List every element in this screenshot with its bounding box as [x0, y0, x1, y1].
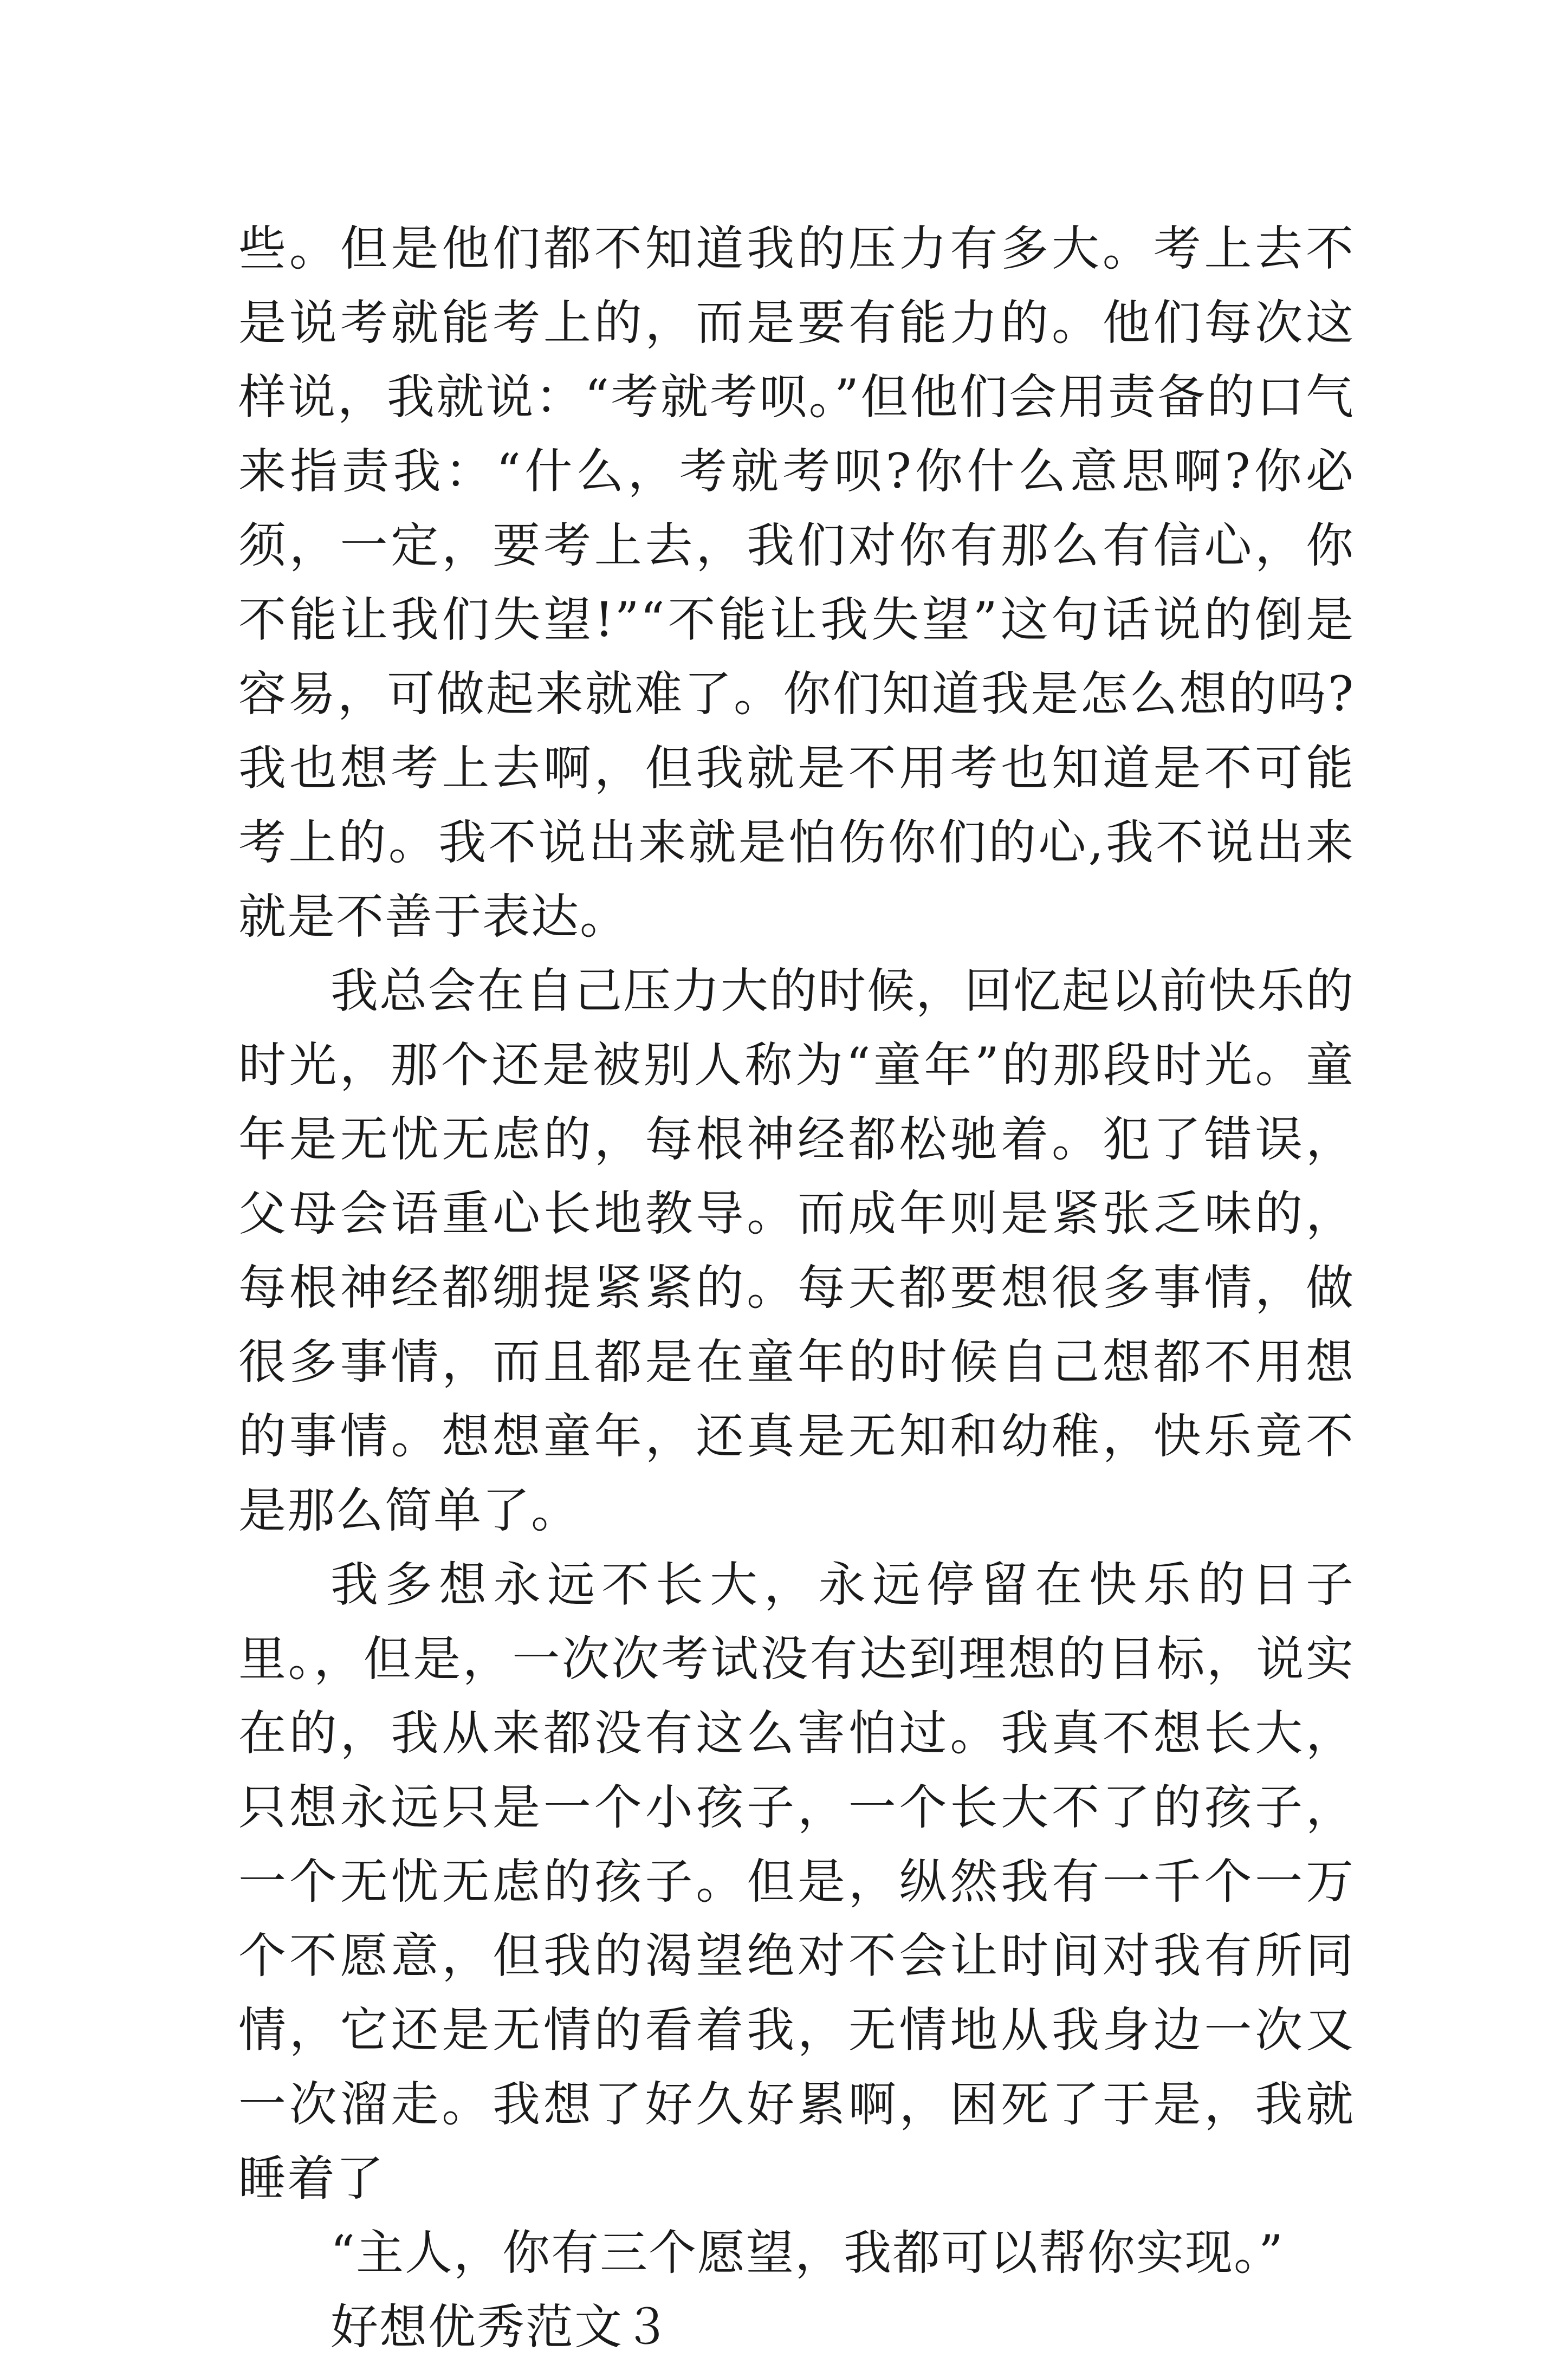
- section-heading: 好想优秀范文３: [331, 2299, 672, 2355]
- paragraph-3: 我多想永远不长大，永远停留在快乐的日子里。，但是，一次次考试没有达到理想的目标，说实在的，我从来都没有这么害怕过。我真不想长大，只想永远只是一个小孩子，一个长大不了的孩子，一个无忧无虑的孩子。但是，纵然我有一千个一万个不愿意，但我的渴望绝对不会让时间对我有所同情，它还是无情的看着我，无情地从我身边一次又一次溜走。我想了好久好累啊，困死了于是，我就睡着了: [238, 1557, 1355, 2206]
- paragraph-2: 我总会在自己压力大的时候，回忆起以前快乐的时光，那个还是被别人称为“童年”的那段时光。童年是无忧无虑的，每根神经都松驰着。犯了错误，父母会语重心长地教导。而成年则是紧张乏味的，每根神经都绷提紧紧的。每天都要想很多事情，做很多事情，而且都是在童年的时候自己想都不用想的事情。想想童年，还真是无知和幼稚，快乐竟不是那么简单了。: [238, 963, 1355, 1538]
- paragraph-1: 些。但是他们都不知道我的压力有多大。考上去不是说考就能考上的，而是要有能力的。他们每次这样说，我就说：“考就考呗。”但他们会用责备的口气来指责我：“什么，考就考呗?你什么意思啊?你必须，一定，要考上去，我们对你有那么有信心，你不能让我们失望!”“不能让我失望”这句话说的倒是容易，可做起来就难了。你们知道我是怎么想的吗?我也想考上去啊，但我就是不用考也知道是不可能考上的。我不说出来就是怕伤你们的心,我不说出来就是不善于表达。: [238, 221, 1355, 944]
- paragraph-4: “主人，你有三个愿望，我都可以帮你实现。”: [331, 2225, 1284, 2281]
- document-body: [238, 211, 1355, 2364]
